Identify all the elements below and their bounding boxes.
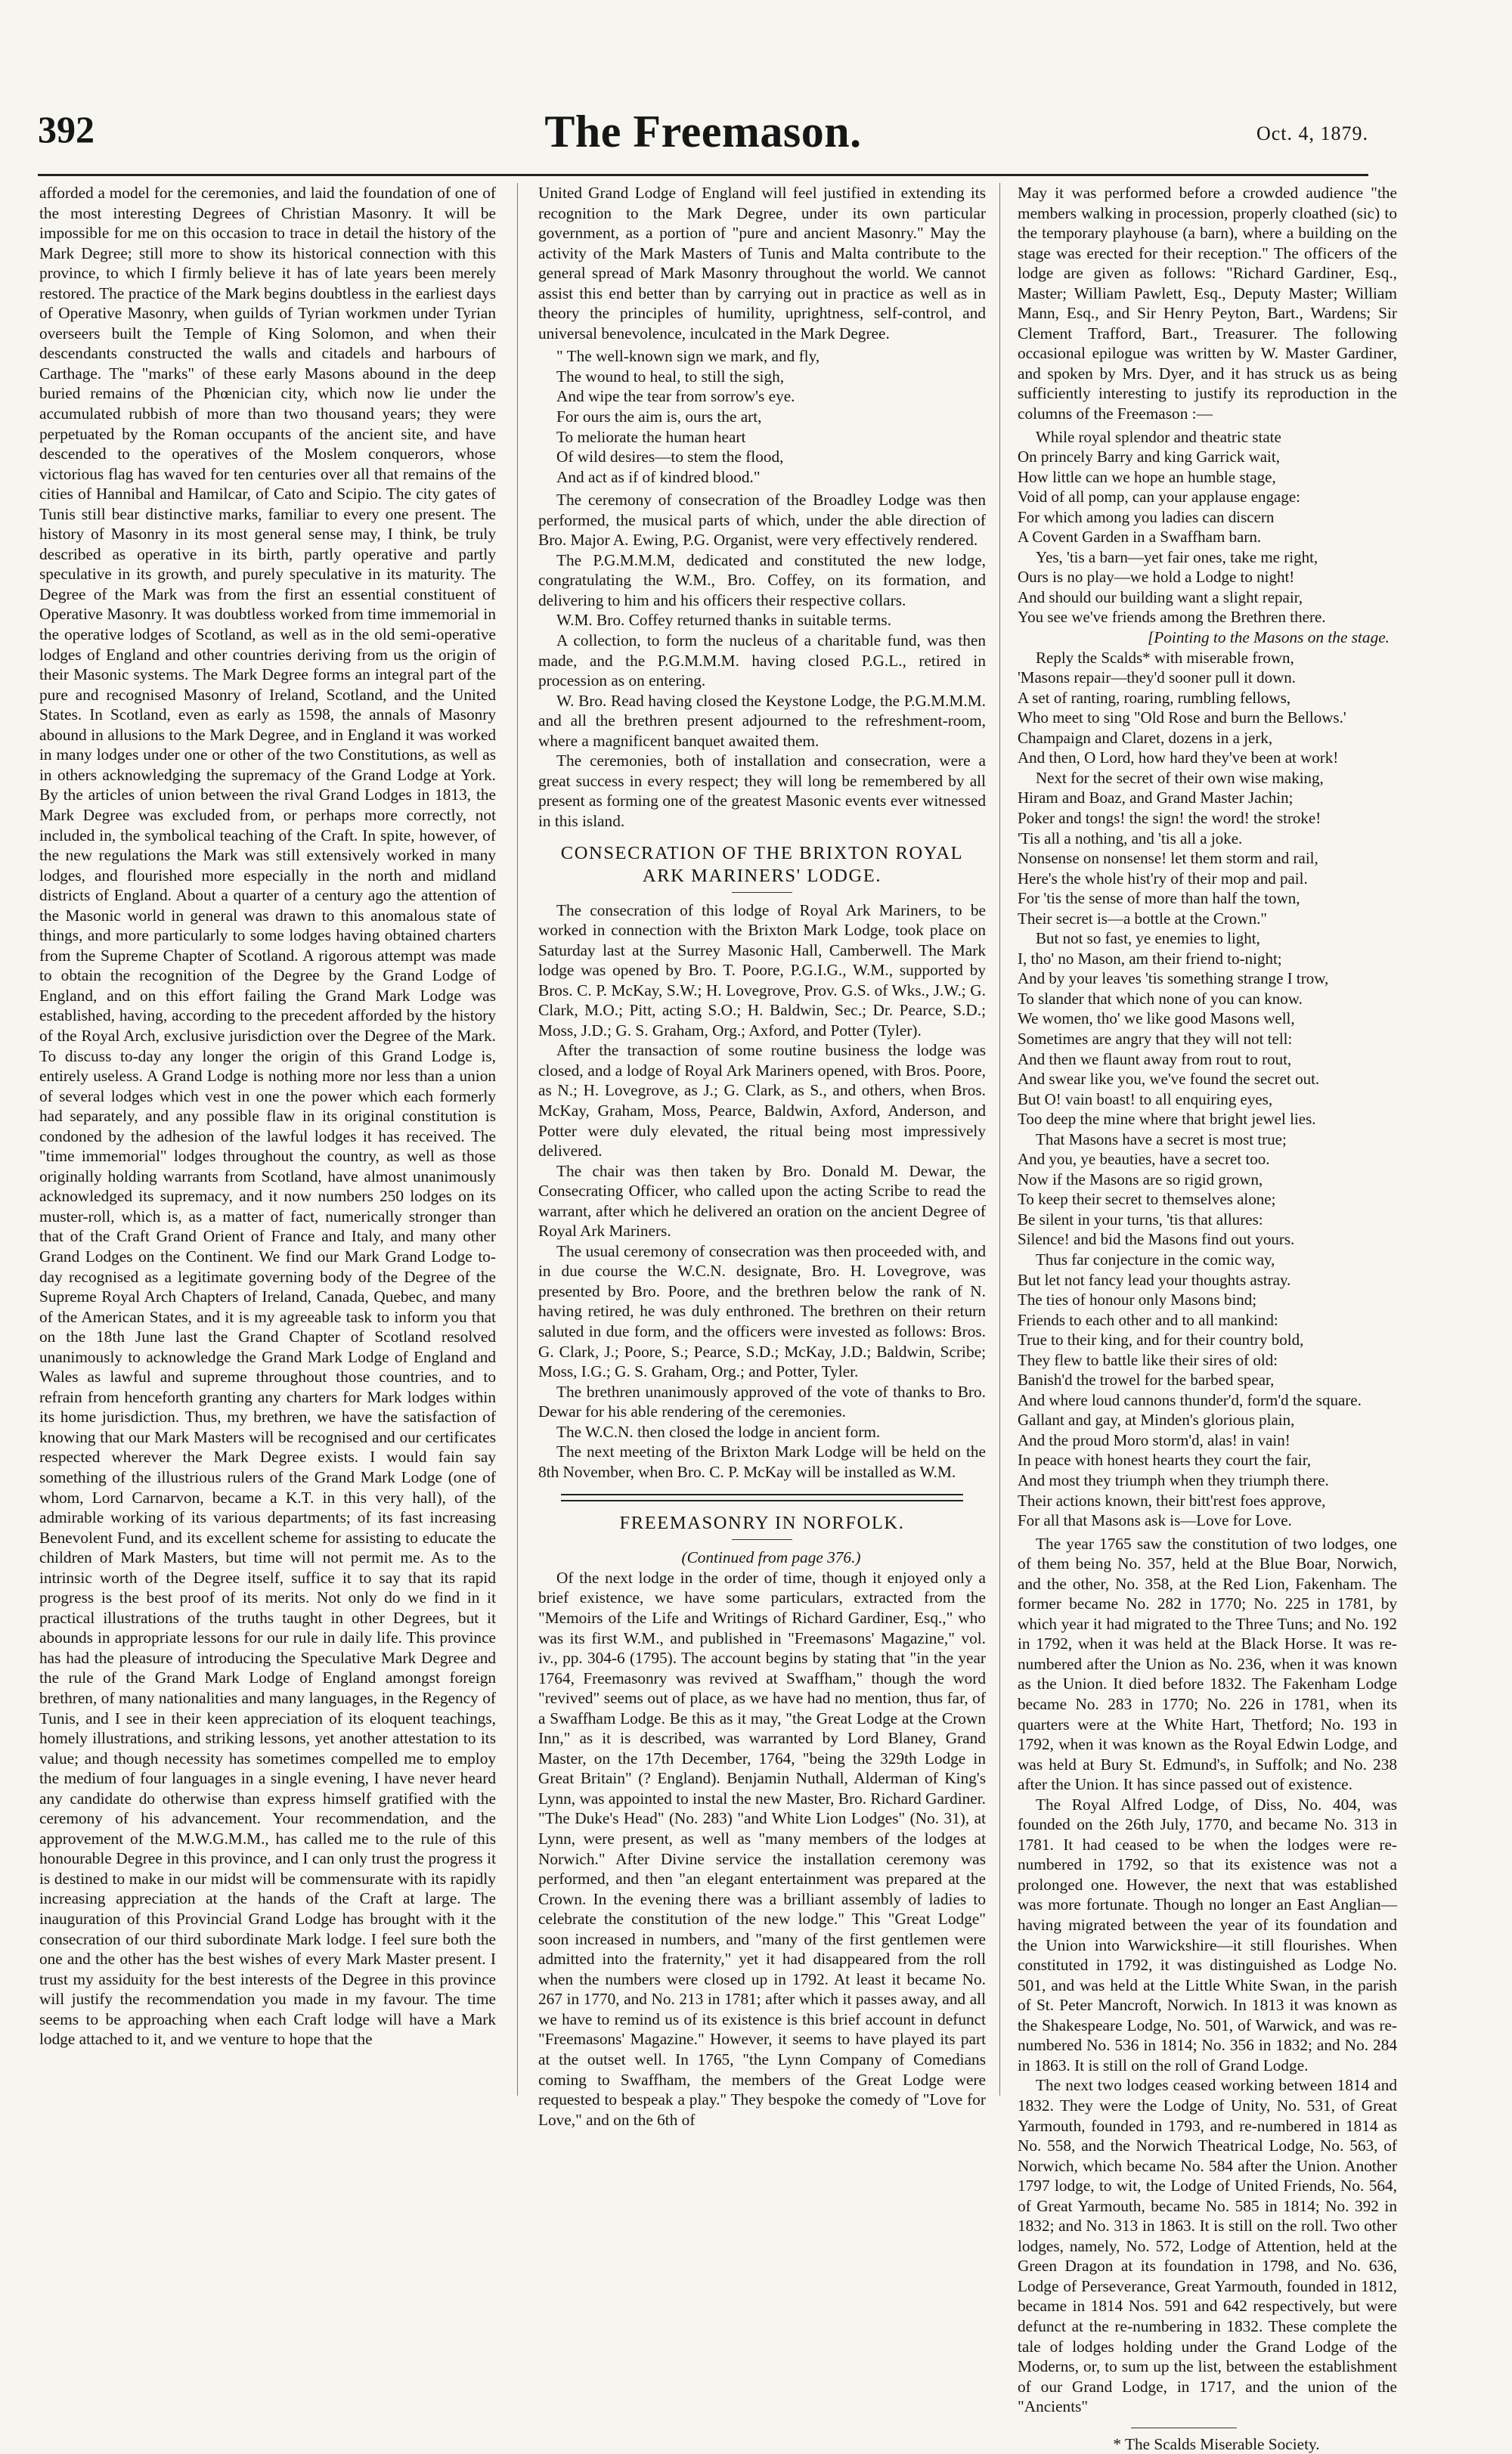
verse-line: A set of ranting, roaring, rumbling fellows,: [1018, 688, 1291, 707]
article-paragraph: The next meeting of the Brixton Mark Lodge will be held on the 8th November, when Bro. C. P. McKay will be installed as W.M.: [538, 1442, 986, 1481]
verse-line: And the proud Moro storm'd, alas! in vain!: [1018, 1430, 1290, 1449]
stage-direction: [Pointing to the Masons on the stage.: [1147, 628, 1390, 647]
continued-note: (Continued from page 376.): [681, 1548, 861, 1567]
article-paragraph: May it was performed before a crowded audience "the members walking in procession, properly cloathed (sic) to the temporary playhouse (a barn), where a building on the stage was erected for their reception." The officers of the lodge are given as follows: "Richard Gardiner, Esq., Master; William Pawlett, Esq., Deputy Master; William Mann, Esq., and Sir Henry Peyton, Bart., Wardens; Sir Clement Trafford, Bart., Treasurer. The following occasional epilogue was written by W. Master Gardiner, and spoken by Mrs. Dyer, and it has struck us as being sufficiently interesting to justify its reproduction in the columns of the Freemason :—: [1018, 184, 1397, 423]
article-paragraph: The next two lodges ceased working between 1814 and 1832. They were the Lodge of Unity, No. 531, of Great Yarmouth, founded in 1793, and re-numbered in 1814 as No. 558, and the Norwich Theatrical Lodge, No. 563, of Norwich, which became No. 584 after the Union. Another 1797 lodge, to wit, the Lodge of United Friends, No. 564, of Great Yarmouth, became No. 585 in 1814; No. 392 in 1832; and No. 313 in 1863. It is still on the roll. Two other lodges, namely, No. 572, Lodge of Attention, held at the Green Dragon at its foundation in 1798, and No. 636, Lodge of Perseverance, Great Yarmouth, founded in 1812, became in 1814 Nos. 591 and 642 respectively, but were defunct at the re-numbering in 1832. These complete the tale of lodges holding under the Grand Lodge of the Moderns, or, to sum up the list, between the establishment of our Grand Lodge, in 1717, and the union of the "Ancients": [1018, 2076, 1397, 2416]
article-paragraph: W. Bro. Read having closed the Keystone Lodge, the P.G.M.M.M. and all the brethren present adjourned to the refreshment-room, where a magnificent banquet awaited them.: [538, 691, 986, 750]
verse-line: Be silent in your turns, 'tis that allures:: [1018, 1210, 1263, 1229]
article-paragraph: The Royal Alfred Lodge, of Diss, No. 404, was founded on the 26th July, 1770, and became No. 313 in 1781. It had ceased to be when the lodges were re-numbered in 1792, so that its existence was not a prolonged one. However, the next that was established was more fortunate. Though no longer an East Anglian—having migrated between the year of its foundation and the Union into Warwickshire—it still flourishes. When constituted in 1792, it was distinguished as Lodge No. 501, and was held at the Little White Swan, in the parish of St. Peter Mancroft, Norwich. In 1813 it was known as the Shakespeare Lodge, No. 501, of Warwick, and was re-numbered No. 536 in 1814; No. 356 in 1832; and No. 284 in 1863. It is still on the roll of Grand Lodge.: [1018, 1795, 1397, 2074]
verse-line: And most they triumph when they triumph there.: [1018, 1471, 1329, 1489]
article-paragraph: The ceremonies, both of installation and consecration, were a great success in every respect; they will long be remembered by all present as forming one of the greatest Masonic events ever witnessed in this island.: [538, 751, 986, 830]
verse-line: For all that Masons ask is—Love for Love.: [1018, 1511, 1292, 1530]
verse-line: But let not fancy lead your thoughts astray.: [1018, 1270, 1291, 1289]
column-divider: [517, 183, 518, 2096]
verse-line: Yes, 'tis a barn—yet fair ones, take me right,: [1036, 547, 1318, 566]
article-paragraph: The usual ceremony of consecration was then proceeded with, and in due course the W.C.N. designate, Bro. H. Lovegrove, was presented by Bro. Poore, and the brethren below the rank of N. having retired, he was duly enthroned. The brethren on their return saluted in due form, and the officers were invested as follows: Bros. G. Clark, J.; Poore, S.; Pearce, S.D.; McKay, J.D.; Baldwin, Scribe; Moss, I.G.; G. S. Graham, Org.; and Potter, Tyler.: [538, 1241, 986, 1381]
verse-line: Banish'd the trowel for the barbed spear,: [1018, 1371, 1275, 1390]
masthead-rule: [38, 174, 1368, 176]
verse-line: Their actions known, their bitt'rest foes approve,: [1018, 1491, 1326, 1510]
verse-line: How little can we hope an humble stage,: [1018, 467, 1276, 486]
article-paragraph: The P.G.M.M.M, dedicated and constituted the new lodge, congratulating the W.M., Bro. Coffey, on its formation, and delivering to him and his officers their respective collars.: [538, 550, 986, 609]
column-1: [39, 183, 496, 2149]
verse-line: The ties of honour only Masons bind;: [1018, 1291, 1257, 1309]
verse-line: For which among you ladies can discern: [1018, 507, 1275, 526]
verse-line: And should our building want a slight repair,: [1018, 587, 1303, 606]
verse-line: Gallant and gay, at Minden's glorious plain,: [1018, 1411, 1295, 1430]
newspaper-title: The Freemason.: [544, 107, 862, 156]
verse-line: To slander that which none of you can know.: [1018, 989, 1303, 1008]
norfolk-heading: FREEMASONRY IN NORFOLK.: [619, 1513, 905, 1534]
verse-line: For ours the aim is, ours the art,: [556, 407, 762, 426]
verse-line: I, tho' no Mason, am their friend to-night;: [1018, 949, 1282, 968]
verse-line: Their secret is—a bottle at the Crown.": [1018, 909, 1267, 928]
verse-line: And you, ye beauties, have a secret too.: [1018, 1150, 1270, 1169]
verse-line: You see we've friends among the Brethren there.: [1018, 608, 1326, 627]
column-2: [538, 183, 986, 2149]
verse-line: But not so fast, ye enemies to light,: [1036, 929, 1260, 948]
page-number: 392: [38, 108, 94, 150]
verse-line: Now if the Masons are so rigid grown,: [1018, 1170, 1263, 1188]
verse-line: Reply the Scalds* with miserable frown,: [1036, 648, 1294, 667]
brixton-heading: CONSECRATION OF THE BRIXTON ROYAL ARK MARINERS' LODGE.: [560, 842, 964, 886]
article-paragraph: After the transaction of some routine business the lodge was closed, and a lodge of Royal Ark Mariners opened, with Bros. Poore, as N.; H. Lovegrove, as J.; G. Clark, as S., and others, when Bros. McKay, Graham, Moss, Pearce, Baldwin, Axford, Anderson, and Potter were duly elevated, the ritual being most impressively delivered.: [538, 1041, 986, 1160]
verse-line: Silence! and bid the Masons find out yours.: [1018, 1230, 1295, 1249]
masthead: [38, 106, 1368, 169]
verse-line: For 'tis the sense of more than half the town,: [1018, 889, 1300, 908]
verse-line: And by your leaves 'tis something strange I trow,: [1018, 969, 1329, 988]
verse-line: Too deep the mine where that bright jewel lies.: [1018, 1110, 1316, 1129]
verse-line: And then, O Lord, how hard they've been at work!: [1018, 748, 1339, 767]
heading-rule: [732, 892, 792, 893]
verse-line: Hiram and Boaz, and Grand Master Jachin;: [1018, 789, 1294, 807]
verse-line: Nonsense on nonsense! let them storm and rail,: [1018, 849, 1318, 868]
verse-line: But O! vain boast! to all enquiring eyes,: [1018, 1089, 1273, 1108]
article-paragraph: Of the next lodge in the order of time, though it enjoyed only a brief existence, we have some particulars, extracted from the "Memoirs of the Life and Writings of Richard Gardiner, Esq.," who was its first W.M., and published in "Freemasons' Magazine," vol. iv., pp. 304-6 (1795). The account begins by stating that "in the year 1764, Freemasonry was revived at Swaffham," though the word "revived" seems out of place, as we have had no mention, thus far, of a Swaffham Lodge. Be this as it may, "the Great Lodge at the Crown Inn," as it is described, was warranted by Lord Blaney, Grand Master, on the 17th December, 1764, "being the 329th Lodge in Great Britain" (? England). Benjamin Nuthall, Alderman of King's Lynn, was appointed to instal the new Master, Bro. Richard Gardiner. "The Duke's Head" (No. 283) "and White Lion Lodges" (No. 31), at Lynn, were present, as well as "many members of the lodges at Norwich." After Divine service the installation ceremony was performed, and then "an elegant entertainment was prepared at the Crown. In the evening there was a brilliant assembly of ladies to celebrate the constitution of the new lodge." This "Great Lodge" soon increased in numbers, and "many of the first gentlemen were admitted into the fraternity," yet it had disappeared from the roll when the numbers were closed up in 1792. At least it became No. 267 in 1770, and No. 213 in 1781; after which it passes away, and all we have to remind us of its existence is this brief account in defunct "Freemasons' Magazine." However, it seems to have played its part at the outset well. In 1765, "the Lynn Company of Comedians coming to Swaffham, the members of the Great Lodge were requested to bespeak a play." They bespoke the comedy of "Love for Love," and on the 6th of: [538, 1568, 986, 2129]
verse-line: A Covent Garden in a Swaffham barn.: [1018, 528, 1262, 547]
section-double-rule: [561, 1494, 963, 1501]
verse-line: Thus far conjecture in the comic way,: [1036, 1250, 1275, 1269]
footnote: * The Scalds Miserable Society.: [1113, 2434, 1320, 2453]
verse-line: 'Masons repair—they'd sooner pull it down.: [1018, 668, 1297, 687]
article-paragraph: The consecration of this lodge of Royal Ark Mariners, to be worked in connection with the Brixton Mark Lodge, took place on Saturday last at the Surrey Masonic Hall, Camberwell. The Mark lodge was opened by Bro. T. Poore, P.G.I.G., W.M., supported by Bros. C. P. McKay, S.W.; H. Lovegrove, Prov. G.S. of Wks., J.W.; G. Clark, M.O.; Pitt, acting S.O.; H. Baldwin, Sec.; Dr. Pearce, S.D.; Moss, J.D.; G. S. Graham, Org.; Axford, and Potter (Tyler).: [538, 900, 986, 1040]
verse-line: Friends to each other and to all mankind:: [1018, 1310, 1278, 1329]
article-paragraph: The ceremony of consecration of the Broadley Lodge was then performed, the musical parts of which, under the able direction of Bro. Major A. Ewing, P.G. Organist, were very effectively rendered.: [538, 491, 986, 550]
article-paragraph: A collection, to form the nucleus of a charitable fund, was then made, and the P.G.M.M.M. having closed P.G.L., retired in procession as on entering.: [538, 631, 986, 690]
article-paragraph: The year 1765 saw the constitution of two lodges, one of them being No. 357, held at the Blue Boar, Norwich, and the other, No. 358, at the Red Lion, Fakenham. The former became No. 282 in 1770; No. 225 in 1781, by which year it had migrated to the Three Tuns; and No. 192 in 1792, when it was held at the Black Horse. It was re-numbered after the Union as No. 236, when it was known as the Union. It died before 1832. The Fakenham Lodge became No. 283 in 1770; No. 226 in 1781, when its quarters were at the White Hart, Thetford; No. 193 in 1792, when it was known as the Royal Edwin Lodge, and was held at Bury St. Edmund's, in Suffolk; and No. 238 after the Union. It has since passed out of existence.: [1018, 1534, 1397, 1794]
verse-line: And act as if of kindred blood.": [556, 467, 761, 486]
issue-date: Oct. 4, 1879.: [1256, 122, 1368, 144]
verse-line: Who meet to sing "Old Rose and burn the Bellows.': [1018, 708, 1346, 727]
verse-line: Here's the whole hist'ry of their mop and pail.: [1018, 869, 1308, 888]
verse-line: 'Tis all a nothing, and 'tis all a joke.: [1018, 829, 1243, 847]
article-paragraph: afforded a model for the ceremonies, and laid the foundation of one of the most interesting Degrees of Christian Masonry. It will be impossible for me on this occasion to trace in detail the history of the Mark Degree; still more to show its historical connection with this province, to which I firmly believe it has of late years been merely restored. The practice of the Mark begins doubtless in the earliest days of Operative Masonry, when guilds of Tyrian workmen under Tyrian overseers built the Temple of King Solomon, and when their descendants constructed the walls and citadels and harbours of Carthage. The "marks" of these early Masons abound in the deep buried remains of the Phœnician city, which now lie under the accumulated rubbish of more than two thousand years; they were perpetuated by the Roman occupants of the ancient site, and have descended to the operatives of the Moslem conquerors, whose victorious flag has waved for ten centuries over all that remains of the cities of Hannibal and Hamilcar, of Cato and Scipio. The city gates of Tunis still bear distinctive marks, familiar to every one present. The history of Masonry in its most general sense may, I think, be truly described as operative in its birth, partly operative and partly speculative in its growth, and purely speculative in its maturity. The Degree of the Mark was from the first an essential constituent of Operative Masonry. It was doubtless worked from time immemorial in the operative lodges of Scotland, as well as in the old semi-operative lodges of England and other countries deriving from us the origin of their Masonic systems. The Mark Degree forms an integral part of the pure and recognised Masonry of Ireland, Scotland, and the United States. In Scotland, even as early as 1598, the annals of Masonry abound in allusions to the Mark Degree, and in England it was worked in many lodges under one or other of the two Constitutions, as well as in others acknowledging the supremacy of the Grand Lodge at York. By the articles of union between the rival Grand Lodges in 1813, the Mark Degree was excluded from, or perhaps more correctly, not included in, the symbolical teaching of the Craft. In spite, however, of the new regulations the Mark was still extensively worked in many lodges, and flourished more especially in the north and midland districts of England. About a quarter of a century ago the attention of the Masonic world in general was drawn to this anomalous state of things, and more particularly to some lodges having obtained charters from the Supreme Chapter of Scotland. A rigorous attempt was made to obtain the recognition of the Degree by the Grand Lodge of England, and on this effort failing the Grand Mark Lodge was established, having, according to the precedent afforded by the history of the Royal Arch, exclusive jurisdiction over the Degree of the Mark. To discuss to-day any longer the origin of this Grand Lodge is, entirely useless. A Grand Lodge is nothing more nor less than a union of several lodges which vest in one the power which each formerly had separately, and any possible flaw in its original constitution is condoned by the adhesion of the lawful lodges it has received. The "time immemorial" lodges throughout the country, as well as those originally holding warrants from Scotland, have almost unanimously acknowledged its supremacy, and it now numbers 250 lodges on its muster-roll, which is, as a matter of fact, numerically stronger than that of the Craft Grand Orient of France and Italy, and many other Grand Lodges on the Continent. We find our Mark Grand Lodge to-day recognised as a legitimate governing body of the Degree of the Supreme Royal Arch Chapters of Ireland, Canada, Quebec, and many of the American States, and it is my agreeable task to inform you that on the 18th June last the Grand Chapter of Scotland resolved unanimously to acknowledge the Grand Mark Lodge of England and Wales as lawful and supreme throughout those countries, and to refrain from henceforth granting any charters for Mark lodges within its home jurisdiction. Thus, my brethren, we have the satisfaction of knowing that our Mark Masters will be recognised and our certificates respected wherever the Mark Degree exists. I would fain say something of the illustrious rulers of the Grand Mark Lodge (one of whom, Lord Carnarvon, became a K.T. in this very hall), of the admirable working of its various departments; of its fast increasing Benevolent Fund, and its excellent scheme for assisting to educate the children of Mark Masters, but time will not permit me. As to the intrinsic worth of the Degree itself, suffice it to say that its rapid progress is the best proof of its merits. Not only do we find in it practical illustrations of the truths taught in other Degrees, but it abounds in appropriate lessons for our rule in daily life. This province has had the pleasure of introducing the Speculative Mark Degree and the rule of the Grand Mark Lodge of England amongst foreign brethren, of many nationalities and many languages, in the Regency of Tunis, and I see in their keen appreciation of its eloquent teachings, homely illustrations, and striking lessons, yet another attestation to its value; and though necessity has sometimes compelled me to employ the medium of four languages in a single evening, I have never heard any candidate do otherwise than express himself gratified with the ceremony of his advancement. Your recommendation, and the approvement of the M.W.G.M.M., has called me to the rule of this honourable Degree in this province, and I can only trust the progress it is destined to make in our midst will be commensurate with its rapidly increasing appreciation at the hands of the Craft at large. The inauguration of this Provincial Grand Lodge has brought with it the consecration of our third subordinate Mark lodge. I feel sure both the one and the other has the best wishes of every Mark Master present. I trust my assiduity for the best interests of the Degree in this province will justify the recommendation you made in my favour. The time seems to be approaching when each Craft lodge will have a Mark lodge attached to it, and we venture to hope that the: [39, 184, 496, 2049]
column-3: [1018, 183, 1397, 2453]
verse-line: They flew to battle like their sires of old:: [1018, 1350, 1278, 1369]
heading-rule: [732, 1539, 792, 1540]
verse-line: The wound to heal, to still the sigh,: [556, 367, 785, 386]
verse-line: Of wild desires—to stem the flood,: [556, 448, 784, 466]
article-paragraph: The chair was then taken by Bro. Donald M. Dewar, the Consecrating Officer, who called upon the acting Scribe to read the warrant, after which he delivered an oration on the ancient Degree of Royal Ark Mariners.: [538, 1161, 986, 1241]
verse-line: On princely Barry and king Garrick wait,: [1018, 448, 1280, 466]
verse-line: Poker and tongs! the sign! the word! the stroke!: [1018, 808, 1321, 827]
article-paragraph: The W.C.N. then closed the lodge in ancient form.: [556, 1422, 881, 1441]
verse-line: And wipe the tear from sorrow's eye.: [556, 387, 795, 406]
verse-line: Void of all pomp, can your applause engage:: [1018, 488, 1301, 507]
verse-line: To keep their secret to themselves alone;: [1018, 1190, 1276, 1209]
verse-line: Champaign and Claret, dozens in a jerk,: [1018, 728, 1273, 747]
article-paragraph: The brethren unanimously approved of the vote of thanks to Bro. Dewar for his able rendering of the ceremonies.: [538, 1382, 986, 1421]
verse-line: We women, tho' we like good Masons well,: [1018, 1009, 1295, 1028]
verse-line: To meliorate the human heart: [556, 427, 746, 446]
verse-line: True to their king, and for their country bold,: [1018, 1331, 1304, 1349]
verse-line: " The well-known sign we mark, and fly,: [556, 347, 820, 366]
mark-verse: [538, 346, 986, 487]
verse-line: Sometimes are angry that they will not tell:: [1018, 1029, 1293, 1048]
article-paragraph: W.M. Bro. Coffey returned thanks in suitable terms.: [556, 611, 892, 630]
verse-line: That Masons have a secret is most true;: [1036, 1129, 1287, 1148]
verse-line: And then we flaunt away from rout to rout,: [1018, 1049, 1292, 1068]
verse-line: And swear like you, we've found the secret out.: [1018, 1070, 1320, 1089]
verse-line: Next for the secret of their own wise making,: [1036, 768, 1324, 787]
verse-line: While royal splendor and theatric state: [1036, 427, 1281, 446]
verse-line: In peace with honest hearts they court the fair,: [1018, 1451, 1312, 1470]
verse-line: Ours is no play—we hold a Lodge to night!: [1018, 568, 1295, 587]
verse-line: And where loud cannons thunder'd, form'd the square.: [1018, 1390, 1362, 1409]
epilogue-verse: [1018, 427, 1397, 1531]
column-divider: [999, 183, 1000, 2096]
article-paragraph: United Grand Lodge of England will feel justified in extending its recognition to the Mark Degree, under its own particular government, as a portion of "pure and ancient Masonry." May the activity of the Mark Masters of Tunis and Malta contribute to the general spread of Mark Masonry throughout the world. We cannot assist this end better than by carrying out in practice as well as in theory the principles of humility, uprightness, self-control, and universal benevolence, inculcated in the Mark Degree.: [538, 184, 986, 342]
